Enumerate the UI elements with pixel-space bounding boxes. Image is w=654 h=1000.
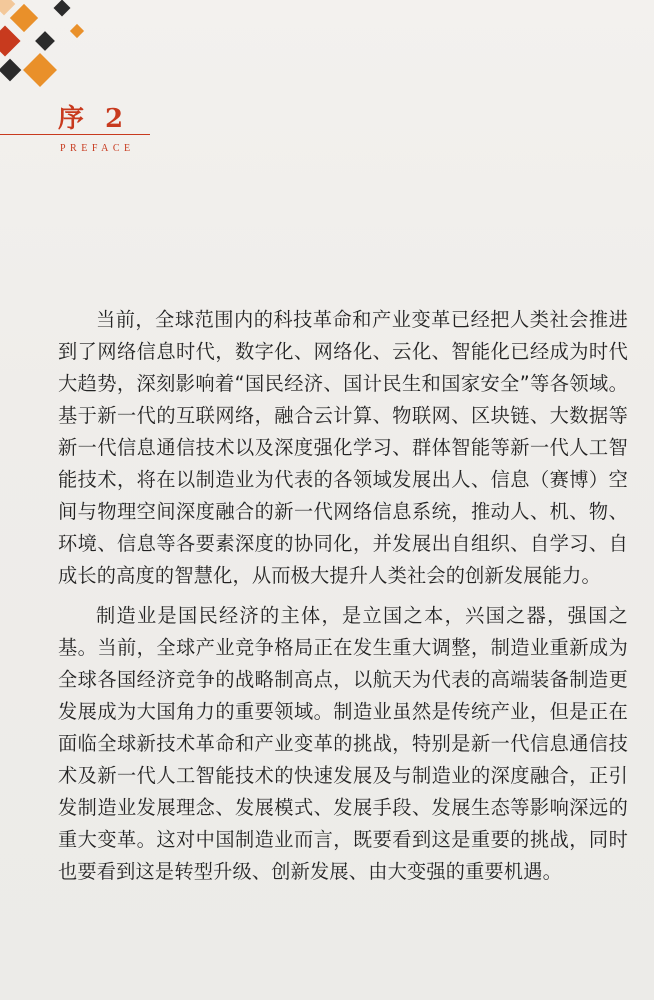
section-subtitle: PREFACE — [60, 143, 135, 154]
section-title: 序 2 — [58, 104, 130, 134]
body-text — [58, 304, 628, 896]
paragraph-1: 当前，全球范围内的科技革命和产业变革已经把人类社会推进到了网络信息时代，数字化、网络化、云化、智能化已经成为时代大趋势，深刻影响着“国民经济、国计民生和国家安全”等各领域。基于新一代的互联网络，融合云计算、物联网、区块链、大数据等新一代信息通信技术以及深度强化学习、群体智能等新一代人工智能技术，将在以制造业为代表的各领域发展出人、信息（赛博）空间与物理空间深度融合的新一代网络信息系统，推动人、机、物、环境、信息等各要素深度的协同化，并发展出自组织、自学习、自成长的高度的智慧化，从而极大提升人类社会的创新发展能力。 — [58, 308, 628, 587]
dark-square-top — [35, 31, 55, 51]
orange-square-small — [70, 24, 84, 38]
orange-square-top — [10, 4, 38, 32]
orange-square-large — [23, 53, 57, 87]
dark-square-small — [54, 0, 71, 16]
dark-square — [0, 59, 21, 82]
title-divider — [0, 134, 150, 135]
red-square — [0, 25, 21, 56]
corner-decoration — [0, 0, 95, 90]
paragraph-2: 制造业是国民经济的主体，是立国之本，兴国之器，强国之基。当前，全球产业竞争格局正在发生重大调整，制造业重新成为全球各国经济竞争的战略制高点，以航天为代表的高端装备制造更发展成为大国角力的重要领域。制造业虽然是传统产业，但是正在面临全球新技术革命和产业变革的挑战，特别是新一代信息通信技术及新一代人工智能技术的快速发展及与制造业的深度融合，正引发制造业发展理念、发展模式、发展手段、发展生态等影响深远的重大变革。这对中国制造业而言，既要看到这是重要的挑战，同时也要看到这是转型升级、创新发展、由大变强的重要机遇。 — [58, 604, 628, 883]
